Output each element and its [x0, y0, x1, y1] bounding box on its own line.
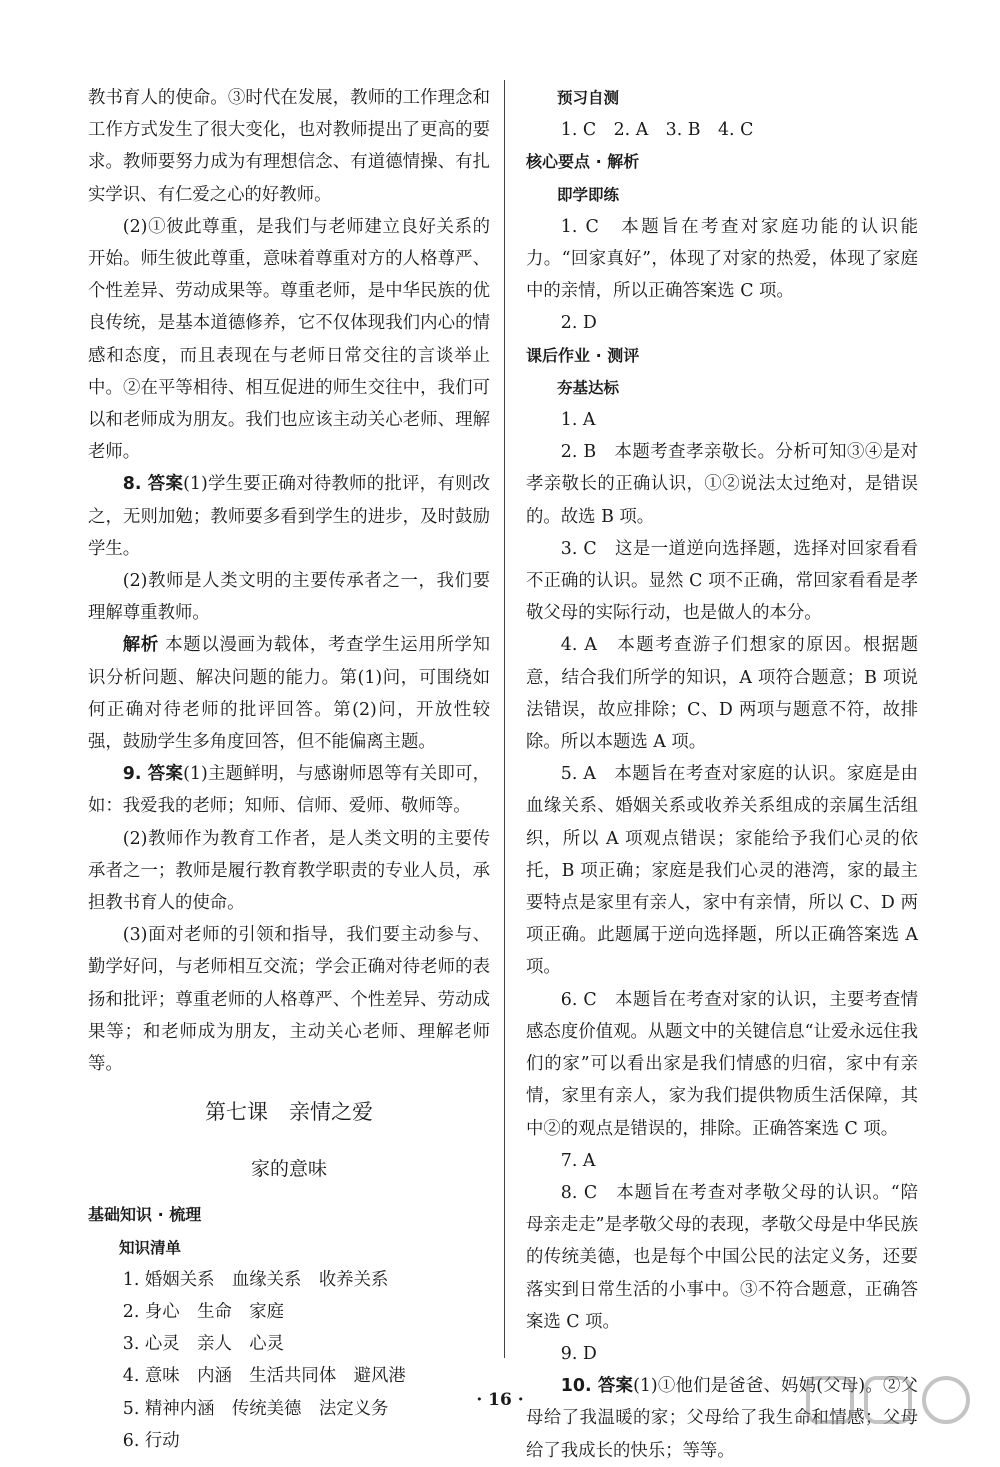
homework-answer: 8. C 本题旨在考查对孝敬父母的认识。“陪母亲走走”是孝敬父母的表现，孝敬父母是中华民族的传统美德，也是每个中国公民的法定义务，还要落实到日常生活的小事中。③不符合题意，正确答案选 C 项。 [526, 1182, 918, 1332]
answer-text: (1)主题鲜明，与感谢师恩等有关即可，如：我爱我的老师；知师、信师、爱师、敬师等。 [88, 764, 490, 817]
answer-label: 8. 答案 [122, 474, 184, 495]
page-number: · 16 · [476, 1390, 524, 1410]
lesson-title: 第七课 亲情之爱 [205, 1100, 373, 1125]
practice-answer-2: 2. D [560, 313, 597, 334]
column-divider [504, 80, 505, 1358]
heading-core-points: 核心要点 · 解析 [526, 152, 640, 172]
analysis-label: 解析 [122, 635, 159, 656]
answer-9-part2: (2)教师作为教育工作者，是人类文明的主要传承者之一；教师是履行教育教学职责的专业人员，承担教书育人的使命。 [88, 828, 490, 914]
list-item: 2. 身心 生命 家庭 [122, 1301, 285, 1322]
heading-preview-test: 预习自测 [557, 89, 620, 107]
section-title: 家的意味 [250, 1158, 327, 1181]
list-item: 3. 心灵 亲人 心灵 [122, 1334, 285, 1355]
list-item: 4. 意味 内涵 生活共同体 避风港 [122, 1366, 406, 1387]
heading-practice: 即学即练 [557, 185, 620, 204]
homework-answer: 4. A 本题考查游子们想家的原因。根据题意，结合我们所学的知识，A 项符合题意；B 项说法错误，故应排除；C、D 两项与题意不符，故排除。所以本题选 A 项。 [526, 635, 918, 753]
left-column [88, 82, 490, 1457]
answer-text: (1)学生要正确对待教师的批评，有则改之，无则加勉；教师要多看到学生的进步，及时鼓励学生。 [88, 474, 490, 559]
list-item: 5. 精神内涵 传统美德 法定义务 [122, 1398, 389, 1419]
heading-knowledge-list: 知识清单 [119, 1238, 182, 1257]
heading-foundation: 夯基达标 [557, 378, 620, 397]
homework-answer: 7. A [560, 1150, 596, 1171]
list-item: 6. 行动 [122, 1430, 180, 1451]
homework-answer: 1. A [560, 410, 596, 431]
homework-answer: 3. C 这是一道逆向选择题，选择对回家看看不正确的认识。显然 C 项不正确，常回家看看是孝敬父母的实际行动，也是做人的本分。 [526, 538, 918, 624]
homework-answer: 2. B 本题考查孝亲敬长。分析可知③④是对孝亲敬长的正确认识，①②说法太过绝对，是错误的。故选 B 项。 [526, 442, 918, 527]
list-item: 1. 婚姻关系 血缘关系 收养关系 [122, 1269, 389, 1290]
homework-answer: 6. C 本题旨在考查对家的认识，主要考查情感态度价值观。从题文中的关键信息“让爱永远住我们的家”可以看出家是我们情感的归宿，家中有亲情，家里有亲人，家为我们提供物质生活保障，其中②的观点是错误的，排除。正确答案选 C 项。 [526, 989, 918, 1139]
heading-homework: 课后作业 · 测评 [526, 345, 640, 365]
analysis [88, 629, 490, 758]
answer-9-part3: (3)面对老师的引领和指导，我们要主动参与、勤学好问，与老师相互交流；学会正确对待老师的表扬和批评；尊重老师的人格尊严、个性差异、劳动成果等；和老师成为朋友，主动关心老师、理解老师等。 [88, 925, 490, 1075]
preview-answers: 1. C 2. A 3. B 4. C [560, 120, 754, 141]
analysis-text: 本题以漫画为载体，考查学生运用所学知识分析问题、解决问题的能力。第(1)问，可围绕如何正确对待老师的批评回答。第(2)问，开放性较强，鼓励学生多角度回答，但不能偏离主题。 [88, 635, 490, 753]
answer-label: 10. 答案 [560, 1376, 634, 1397]
watermark-logo [804, 1374, 980, 1432]
answer-8 [88, 468, 490, 565]
right-column [526, 82, 918, 1467]
answer-9 [88, 758, 490, 822]
homework-answer: 5. A 本题旨在考查对家庭的认识。家庭是由血缘关系、婚姻关系或收养关系组成的亲属生活组织，所以 A 项观点错误；家能给予我们心灵的依托，B 项正确；家庭是我们心灵的港湾，家的最主要特点是家里有亲人，家中有亲情，所以 C、D 两项正确。此题属于逆向选择题，所以正确答案选 A 项。 [526, 764, 918, 978]
paragraph-respect: (2)①彼此尊重，是我们与老师建立良好关系的开始。师生彼此尊重，意味着尊重对方的人格尊严、个性差异、劳动成果等。尊重老师，是中华民族的优良传统，是基本道德修养，它不仅体现我们内心的情感和态度，而且表现在与老师日常交往的言谈举止中。②在平等相待、相互促进的师生交往中，我们可以和老师成为朋友。我们也应该主动关心老师、理解老师。 [88, 216, 490, 463]
heading-basic-knowledge: 基础知识 · 梳理 [88, 1205, 202, 1225]
paragraph-mission: 教书育人的使命。③时代在发展，教师的工作理念和工作方式发生了很大变化，也对教师提出了更高的要求。教师要努力成为有理想信念、有道德情操、有扎实学识、有仁爱之心的好教师。 [88, 88, 490, 205]
practice-answer-1: 1. C 本题旨在考查对家庭功能的认识能力。“回家真好”，体现了对家的热爱，体现了家庭中的亲情，所以正确答案选 C 项。 [526, 216, 918, 302]
answer-text: (1)①他们是爸爸、妈妈(父母)。②父母给了我温暖的家；父母给了我生命和情感；父母给了我成长的快乐；等等。 [526, 1376, 918, 1461]
homework-answer: 9. D [560, 1343, 597, 1364]
answer-label: 9. 答案 [122, 764, 184, 785]
answer-8-part2: (2)教师是人类文明的主要传承者之一，我们要理解尊重教师。 [88, 571, 490, 624]
